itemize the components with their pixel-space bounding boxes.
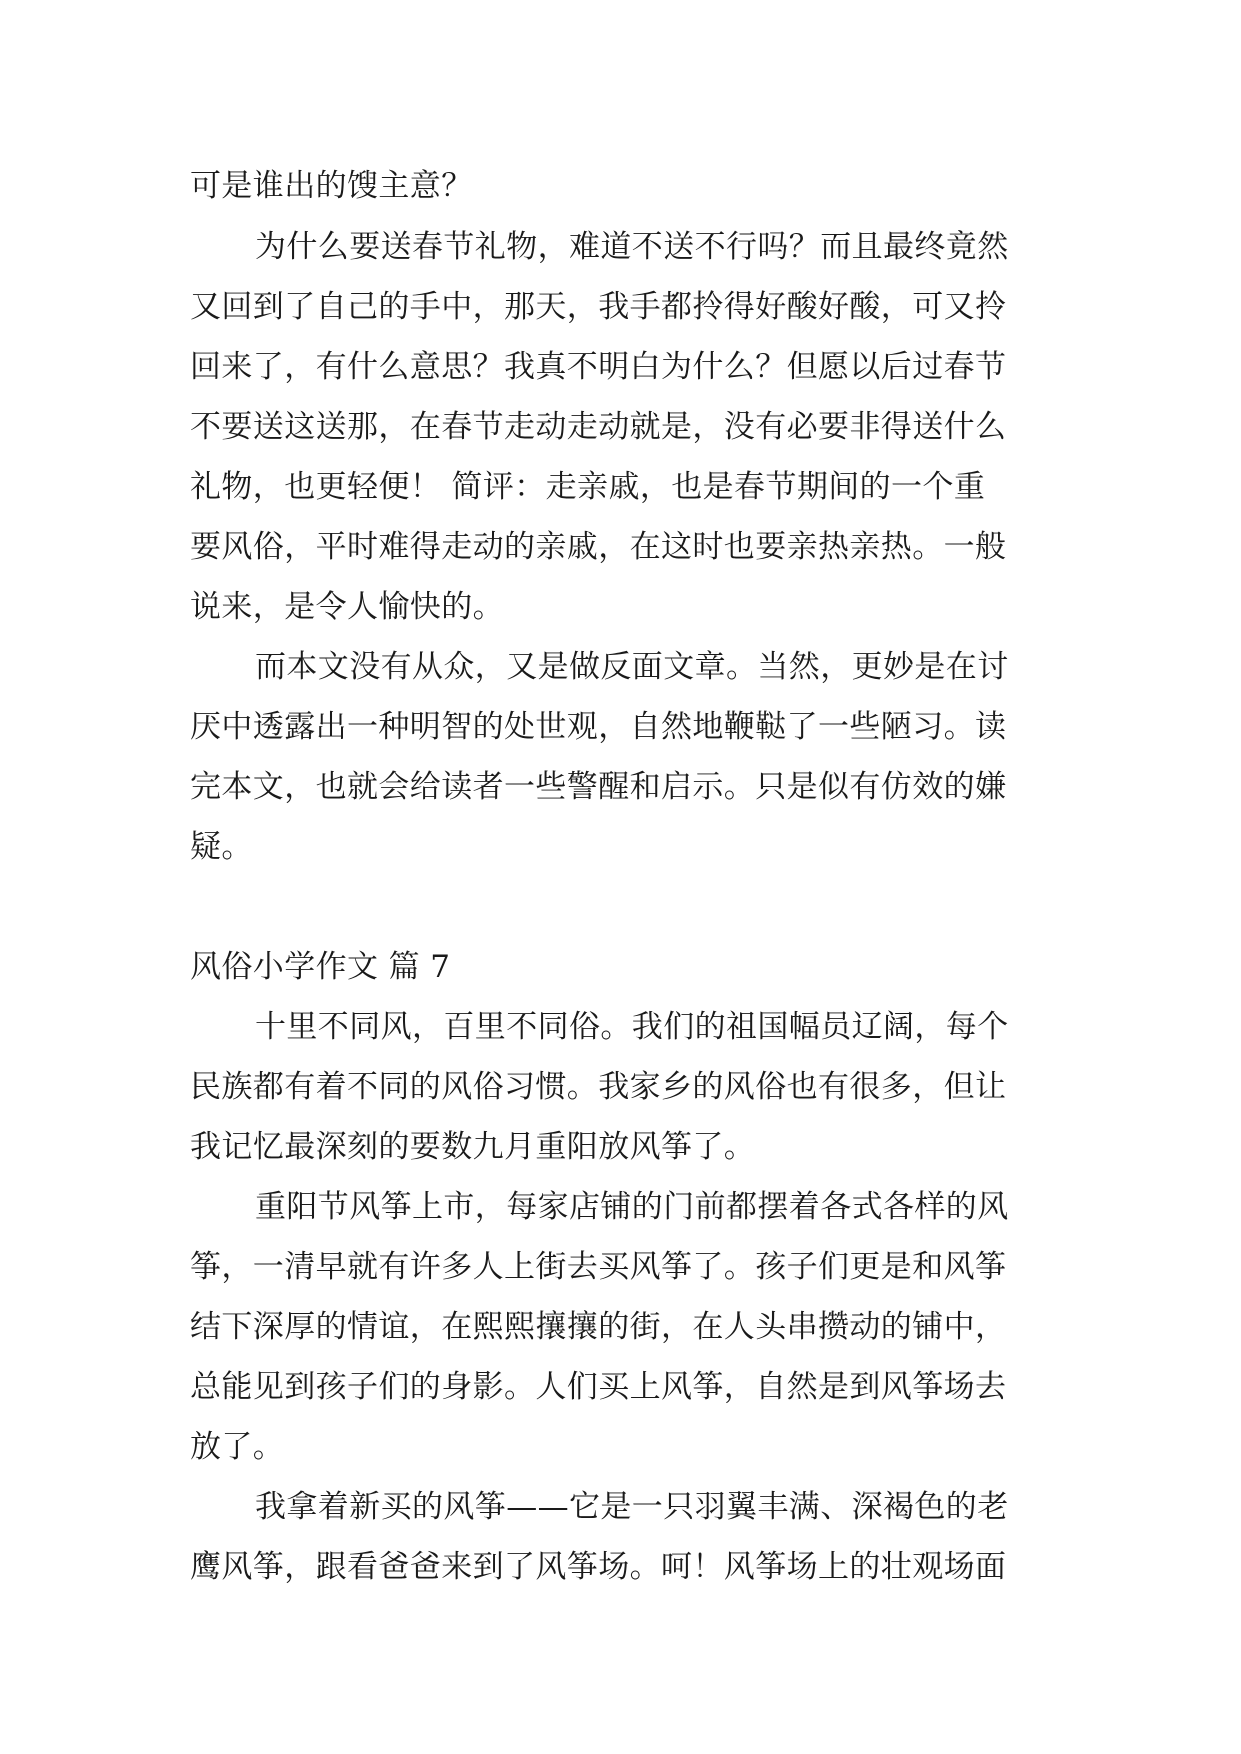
paragraph-start: 重阳节风筝上市，每家店铺的门前都摆着各式各样的风 bbox=[255, 1189, 1009, 1225]
text-line: 完本文，也就会给读者一些警醒和启示。只是似有仿效的嫌 bbox=[190, 769, 1007, 805]
text-line: 我记忆最深刻的要数九月重阳放风筝了。 bbox=[190, 1129, 756, 1165]
text-line: 又回到了自己的手中，那天，我手都拎得好酸好酸，可又拎 bbox=[190, 289, 1007, 325]
text-line: 总能见到孩子们的身影。人们买上风筝，自然是到风筝场去 bbox=[190, 1369, 1007, 1405]
paragraph-start: 我拿着新买的风筝——它是一只羽翼丰满、深褐色的老 bbox=[255, 1489, 1009, 1525]
text-line: 疑。 bbox=[190, 829, 253, 865]
text-line: 厌中透露出一种明智的处世观，自然地鞭鞑了一些陋习。读 bbox=[190, 709, 1007, 745]
text-line: 放了。 bbox=[190, 1429, 285, 1465]
text-line: 筝，一清早就有许多人上街去买风筝了。孩子们更是和风筝 bbox=[190, 1249, 1007, 1285]
text-line: 礼物，也更轻便！ 简评：走亲戚，也是春节期间的一个重 bbox=[190, 469, 986, 505]
paragraph-start: 而本文没有从众，又是做反面文章。当然，更妙是在讨 bbox=[255, 649, 1009, 685]
text-line: 说来，是令人愉快的。 bbox=[190, 589, 504, 625]
text-line: 要风俗，平时难得走动的亲戚，在这时也要亲热亲热。一般 bbox=[190, 529, 1007, 565]
text-line: 结下深厚的情谊，在熙熙攘攘的街，在人头串攒动的铺中， bbox=[190, 1309, 1007, 1345]
text-line: 不要送这送那，在春节走动走动就是，没有必要非得送什么 bbox=[190, 409, 1007, 445]
paragraph-start: 为什么要送春节礼物，难道不送不行吗？而且最终竟然 bbox=[255, 229, 1009, 265]
text-line: 回来了，有什么意思？我真不明白为什么？但愿以后过春节 bbox=[190, 349, 1007, 385]
text-line: 鹰风筝，跟看爸爸来到了风筝场。呵！风筝场上的壮观场面 bbox=[190, 1549, 1007, 1585]
section-heading: 风俗小学作文 篇 7 bbox=[190, 949, 451, 985]
text-line: 可是谁出的馊主意？ bbox=[190, 168, 473, 204]
paragraph-start: 十里不同风，百里不同俗。我们的祖国幅员辽阔，每个 bbox=[255, 1009, 1009, 1045]
text-line: 民族都有着不同的风俗习惯。我家乡的风俗也有很多，但让 bbox=[190, 1069, 1007, 1105]
